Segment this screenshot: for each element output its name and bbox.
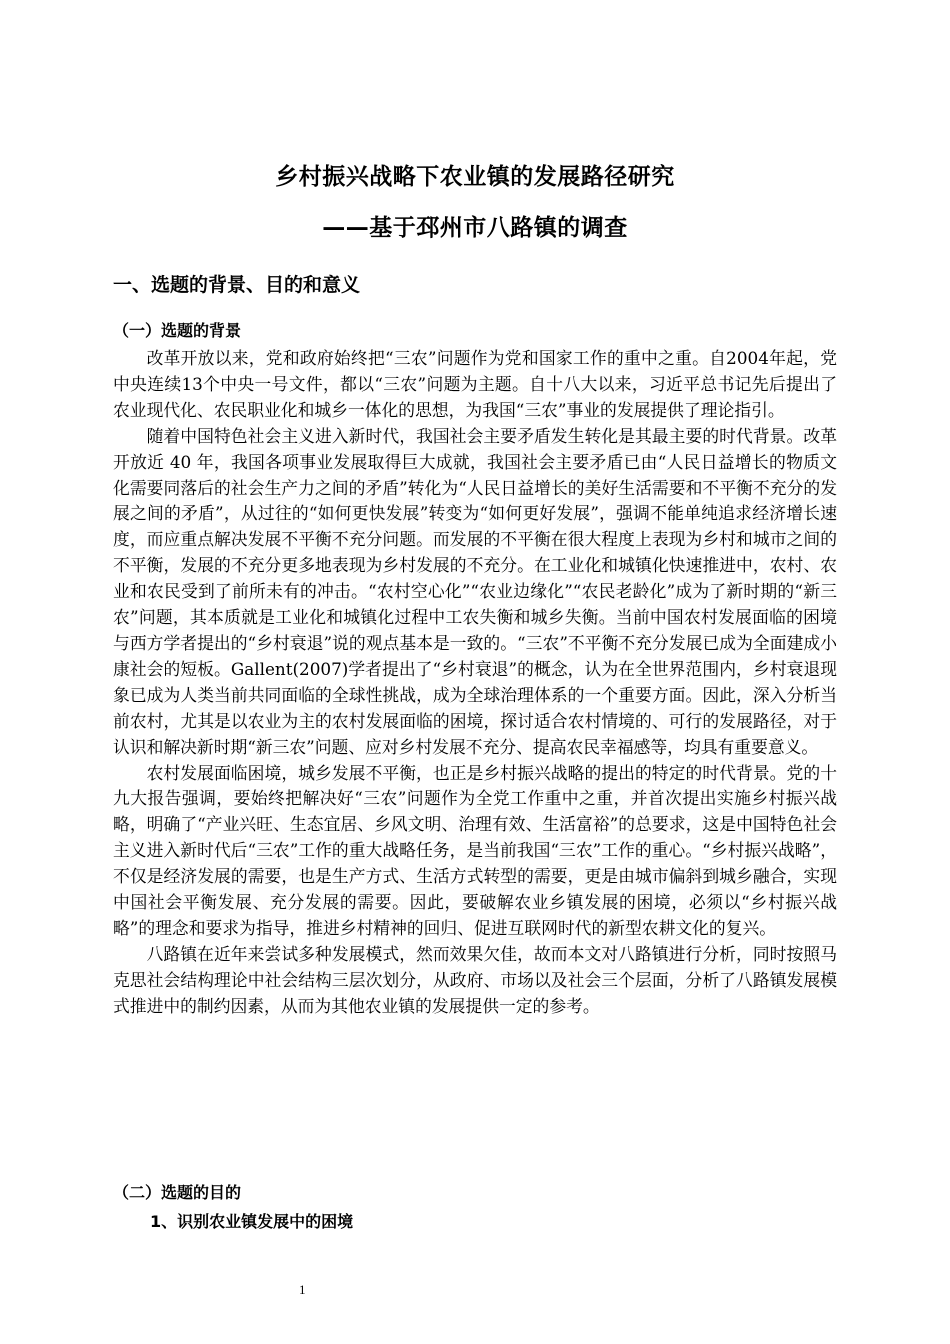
subsubsection-heading: 1、识别农业镇发展中的困境: [150, 1212, 354, 1231]
subsection-heading-purpose: （二）选题的目的: [113, 1183, 242, 1202]
body-text: [113, 346, 837, 1020]
paragraph: 农村发展面临困境，城乡发展不平衡，也正是乡村振兴战略的提出的特定的时代背景。党的十九大报告强调，要始终把解决好“三农”问题作为全党工作重中之重，并首次提出实施乡村振兴战略，明确了“产业兴旺、生态宜居、乡风文明、治理有效、生活富裕”的总要求，这是中国特色社会主义进入新时代后“三农”工作的重大战略任务，是当前我国“三农”工作的重心。“乡村振兴战略”，不仅是经济发展的需要，也是生产方式、生活方式转型的需要，更是由城市偏斜到城乡融合，实现中国社会平衡发展、充分发展的需要。因此，要破解农业乡镇发展的困境，必须以“乡村振兴战略”的理念和要求为指导，推进乡村精神的回归、促进互联网时代的新型农耕文化的复兴。: [113, 762, 837, 938]
paragraph: 改革开放以来，党和政府始终把“三农”问题作为党和国家工作的重中之重。自2004年起，党中央连续13个中央一号文件，都以“三农”问题为主题。自十八大以来，习近平总书记先后提出了农业现代化、农民职业化和城乡一体化的思想，为我国“三农”事业的发展提供了理论指引。: [113, 348, 837, 420]
paragraph: 八路镇在近年来尝试多种发展模式，然而效果欠佳，故而本文对八路镇进行分析，同时按照马克思社会结构理论中社会结构三层次划分，从政府、市场以及社会三个层面，分析了八路镇发展模式推进中的制约因素，从而为其他农业镇的发展提供一定的参考。: [113, 943, 837, 1016]
subsection-heading-background: （一）选题的背景: [113, 321, 242, 340]
paragraph: 随着中国特色社会主义进入新时代，我国社会主要矛盾发生转化是其最主要的时代背景。改革开放近 40 年，我国各项事业发展取得巨大成就，我国社会主要矛盾已由“人民日益增长的物质文化需要同落后的社会生产力之间的矛盾”转化为“人民日益增长的美好生活需要和不平衡不充分的发展之间的矛盾”，从过往的“如何更快发展”转变为“如何更好发展”，强调不能单纯追求经济增长速度，而应重点解决发展不平衡不充分问题。而发展的不平衡在很大程度上表现为乡村和城市之间的不平衡，发展的不充分更多地表现为乡村发展的不充分。在工业化和城镇化快速推进中，农村、农业和农民受到了前所未有的冲击。“农村空心化”“农业边缘化”“农民老龄化”成为了新时期的“新三农”问题，其本质就是工业化和城镇化过程中工农失衡和城乡失衡。当前中国农村发展面临的困境与西方学者提出的“乡村衰退”说的观点基本是一致的。“三农”不平衡不充分发展已成为全面建成小康社会的短板。Gallent(2007)学者提出了“乡村衰退”的概念，认为在全世界范围内，乡村衰退现象已成为人类当前共同面临的全球性挑战，成为全球治理体系的一个重要方面。因此，深入分析当前农村，尤其是以农业为主的农村发展面临的困境，探讨适合农村情境的、可行的发展路径，对于认识和解决新时期“新三农”问题、应对乡村发展不充分、提高农民幸福感等，均具有重要意义。: [113, 425, 837, 757]
page-number: 1: [299, 1282, 306, 1297]
document-title: 乡村振兴战略下农业镇的发展路径研究: [275, 164, 675, 190]
section-heading: 一、选题的背景、目的和意义: [113, 274, 361, 296]
document-subtitle: ——基于邳州市八路镇的调查: [322, 215, 628, 241]
